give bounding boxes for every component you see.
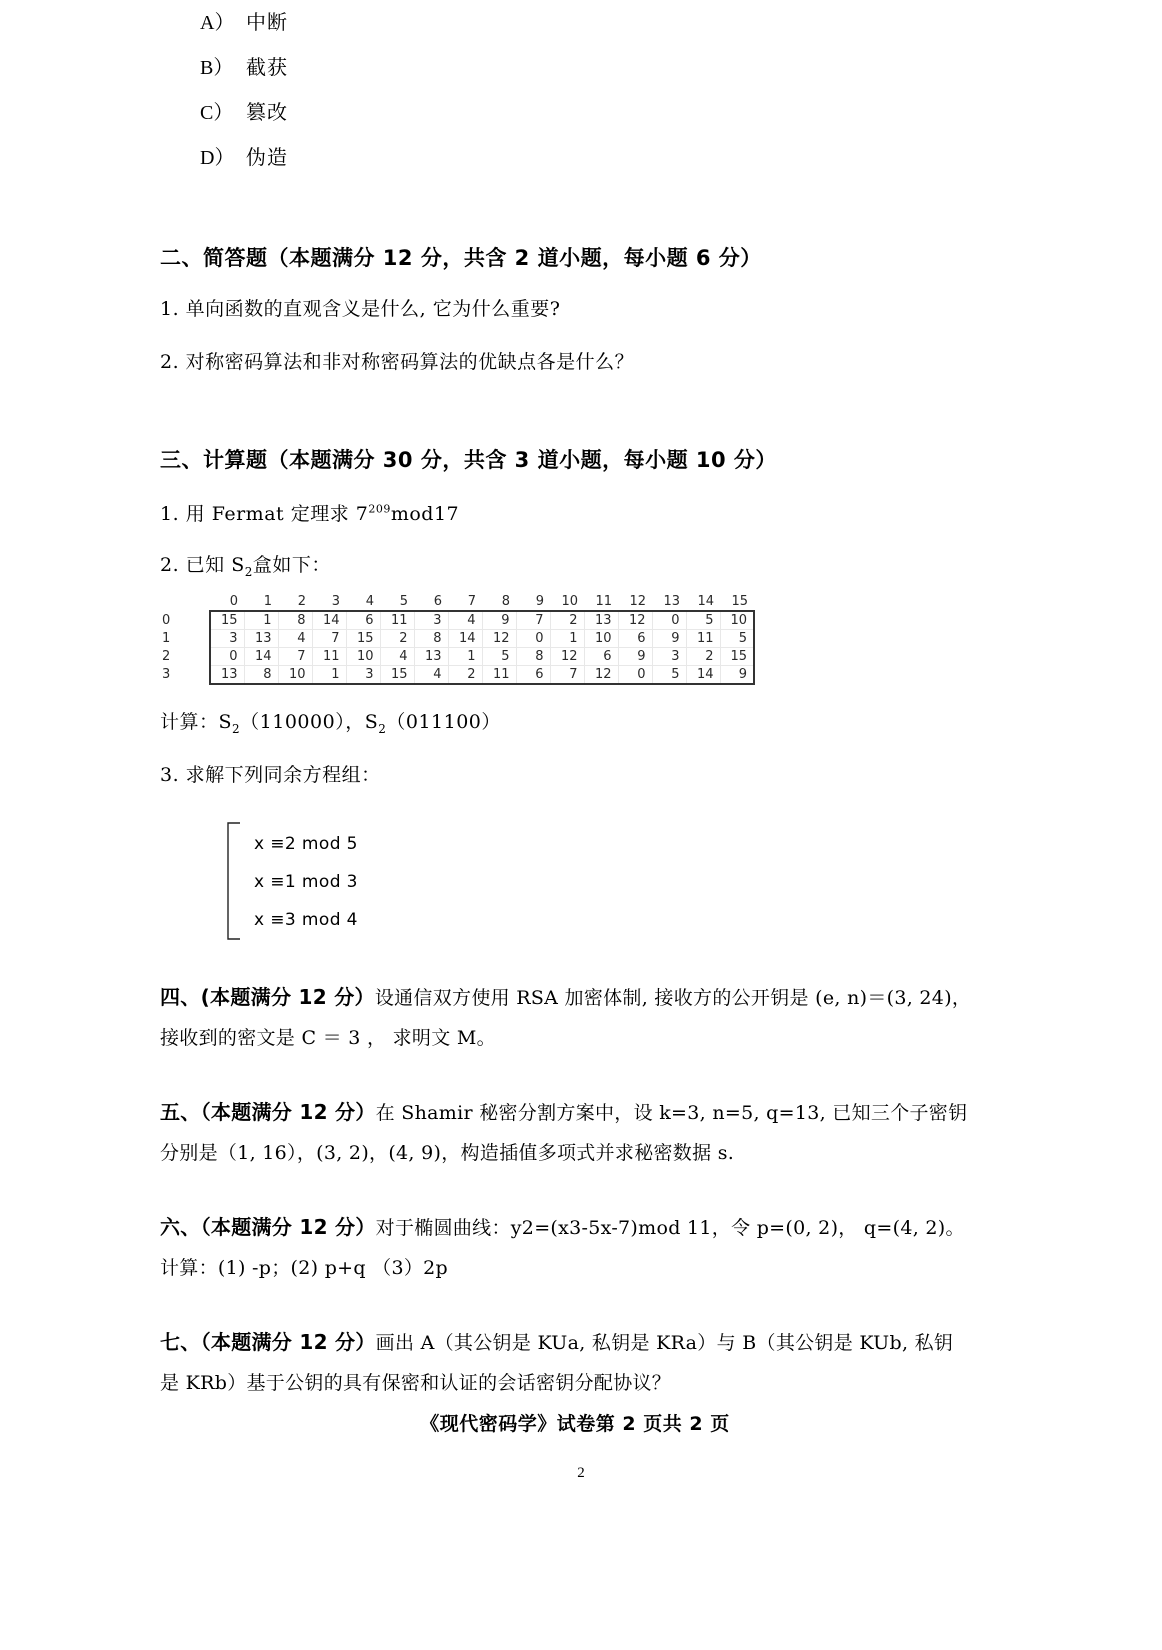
sbox-column-header-row — [160, 593, 754, 611]
sbox-cell-3-14: 14 — [686, 666, 720, 685]
sbox-cell-0-1: 1 — [244, 611, 278, 630]
sbox-cell-2-13: 3 — [652, 648, 686, 666]
sbox-cell-0-2: 8 — [278, 611, 312, 630]
sbox-row-label-3: 3 — [162, 667, 171, 683]
section-3-question-1 — [160, 499, 990, 526]
sbox-cell-2-7: 1 — [448, 648, 482, 666]
sbox-cell-3-0: 13 — [210, 666, 244, 685]
sbox-cell-3-8: 11 — [482, 666, 516, 685]
sbox-cell-2-8: 5 — [482, 648, 516, 666]
sbox-cell-3-13: 5 — [652, 666, 686, 685]
sbox-col-header-11: 11 — [595, 594, 612, 609]
sbox-cell-3-2: 10 — [278, 666, 312, 685]
sbox-cell-1-2: 4 — [278, 630, 312, 648]
sbox-cell-0-13: 0 — [652, 611, 686, 630]
sbox-row-label-0: 0 — [162, 612, 171, 628]
sbox-cell-1-12: 6 — [618, 630, 652, 648]
sbox-row — [160, 611, 754, 630]
left-brace — [220, 821, 242, 943]
sbox-cell-1-5: 2 — [380, 630, 414, 648]
sbox-cell-3-4: 3 — [346, 666, 380, 685]
section-6 — [160, 1207, 990, 1248]
sbox-header-row-group — [160, 593, 754, 611]
fermat-exponent: 209 — [368, 502, 391, 516]
section-7-continuation: 是 KRb）基于公钥的具有保密和认证的会话密钥分配协议？ — [160, 1372, 672, 1394]
sbox-cell-1-6: 8 — [414, 630, 448, 648]
sbox-cell-0-6: 3 — [414, 611, 448, 630]
sbox-compute-line — [160, 707, 990, 734]
sbox-cell-0-8: 9 — [482, 611, 516, 630]
section-6-lead: 六、（本题满分 12 分） — [160, 1215, 376, 1239]
sbox-cell-3-12: 0 — [618, 666, 652, 685]
sbox-col-header-10: 10 — [561, 594, 578, 609]
sbox-cell-1-1: 13 — [244, 630, 278, 648]
sbox-cell-1-13: 9 — [652, 630, 686, 648]
sbox-cell-0-3: 14 — [312, 611, 346, 630]
sbox-cell-0-10: 2 — [550, 611, 584, 630]
choice-a-letter: A） — [200, 12, 235, 34]
section-3-question-3: 3. 求解下列同余方程组： — [160, 764, 381, 786]
section-3-heading: 三、计算题（本题满分 30 分，共含 3 道小题，每小题 10 分） — [160, 448, 777, 472]
sbox-corner-cell — [160, 593, 194, 611]
sbox-cell-1-7: 14 — [448, 630, 482, 648]
choice-d — [160, 135, 990, 180]
congruence-equation-2: x ≡1 mod 3 — [254, 872, 358, 892]
sbox-cell-0-0: 15 — [210, 611, 244, 630]
section-7 — [160, 1322, 990, 1363]
sbox-row-spacer — [194, 648, 210, 666]
sbox-row-label-1: 1 — [162, 631, 171, 646]
sbox-row-label-2: 2 — [162, 649, 171, 664]
choice-c-letter: C） — [200, 102, 234, 124]
sbox-col-header-15: 15 — [731, 594, 748, 609]
sbox-cell-2-4: 10 — [346, 648, 380, 666]
sbox-col-header-12: 12 — [629, 594, 646, 609]
section-2-question-2: 2. 对称密码算法和非对称密码算法的优缺点各是什么？ — [160, 351, 635, 373]
sbox-cell-1-14: 11 — [686, 630, 720, 648]
sbox-row — [160, 630, 754, 648]
sbox-cell-2-2: 7 — [278, 648, 312, 666]
compute-sub-1: 2 — [232, 721, 241, 736]
sbox-row — [160, 666, 754, 685]
sbox-cell-1-0: 3 — [210, 630, 244, 648]
sbox-cell-2-3: 11 — [312, 648, 346, 666]
sbox-col-header-9: 9 — [535, 594, 544, 609]
choice-a — [160, 0, 990, 45]
sbox-col-header-1: 1 — [263, 594, 272, 609]
sbox-spacer-cell — [194, 593, 210, 611]
sbox-intro-subscript: 2 — [244, 564, 253, 579]
choice-b-letter: B） — [200, 57, 234, 79]
sbox-row-spacer — [194, 666, 210, 685]
congruence-system — [220, 821, 990, 943]
compute-sub-2: 2 — [378, 721, 387, 736]
sbox-col-header-4: 4 — [365, 594, 374, 609]
compute-mid: （110000），S — [240, 711, 379, 733]
sbox-cell-2-11: 6 — [584, 648, 618, 666]
section-4-lead: 四、(本题满分 12 分） — [160, 985, 375, 1009]
sbox-cell-0-12: 12 — [618, 611, 652, 630]
congruence-equation-3: x ≡3 mod 4 — [254, 910, 358, 930]
section-6-body: 对于椭圆曲线：y2=(x3-5x-7)mod 11，令 p=(0, 2)， q=(4, 2)。 — [375, 1217, 965, 1239]
sbox-cell-0-7: 4 — [448, 611, 482, 630]
choice-c-text: 篡改 — [246, 100, 288, 124]
section-4-body: 设通信双方使用 RSA 加密体制, 接收方的公开钥是 (e, n)＝(3, 24)， — [374, 987, 972, 1009]
section-7-lead: 七、（本题满分 12 分） — [160, 1330, 376, 1354]
section-2-heading: 二、简答题（本题满分 12 分，共含 2 道小题，每小题 6 分） — [160, 246, 762, 270]
sbox-col-header-0: 0 — [229, 594, 238, 609]
sbox-col-header-8: 8 — [501, 594, 510, 609]
footer-exam-title: 《现代密码学》试卷第 2 页共 2 页 — [420, 1413, 730, 1435]
sbox-cell-2-0: 0 — [210, 648, 244, 666]
sbox-cell-2-12: 9 — [618, 648, 652, 666]
sbox-cell-2-5: 4 — [380, 648, 414, 666]
sbox-cell-0-4: 6 — [346, 611, 380, 630]
sbox-cell-3-5: 15 — [380, 666, 414, 685]
sbox-row-spacer — [194, 630, 210, 648]
sbox-cell-0-5: 11 — [380, 611, 414, 630]
sbox-col-header-7: 7 — [467, 594, 476, 609]
section-7-body: 画出 A（其公钥是 KUa, 私钥是 KRa）与 B（其公钥是 KUb, 私钥 — [375, 1332, 954, 1354]
sbox-cell-1-10: 1 — [550, 630, 584, 648]
sbox-cell-3-6: 4 — [414, 666, 448, 685]
sbox-cell-2-6: 13 — [414, 648, 448, 666]
sbox-cell-0-9: 7 — [516, 611, 550, 630]
sbox-cell-1-11: 10 — [584, 630, 618, 648]
sbox-cell-3-10: 7 — [550, 666, 584, 685]
congruence-equations — [254, 821, 358, 943]
sbox-cell-1-9: 0 — [516, 630, 550, 648]
sbox-cell-3-7: 2 — [448, 666, 482, 685]
congruence-equation-1: x ≡2 mod 5 — [254, 834, 358, 854]
sbox-col-header-14: 14 — [697, 594, 714, 609]
sbox-table — [160, 593, 755, 685]
sbox-cell-3-3: 1 — [312, 666, 346, 685]
choice-b — [160, 45, 990, 90]
choice-d-letter: D） — [200, 147, 235, 169]
sbox-col-header-3: 3 — [331, 594, 340, 609]
sbox-cell-1-3: 7 — [312, 630, 346, 648]
section-5 — [160, 1092, 990, 1133]
fermat-suffix: mod17 — [390, 503, 460, 525]
sbox-row-spacer — [194, 611, 210, 630]
sbox-cell-3-1: 8 — [244, 666, 278, 685]
compute-prefix: 计算：S — [160, 711, 233, 733]
section-6-continuation: 计算：(1) -p；(2) p+q （3）2p — [160, 1257, 449, 1279]
sbox-intro-suffix: 盒如下： — [252, 554, 331, 576]
sbox-cell-2-1: 14 — [244, 648, 278, 666]
sbox-cell-0-14: 5 — [686, 611, 720, 630]
sbox-cell-0-15: 10 — [720, 611, 754, 630]
choice-c — [160, 90, 990, 135]
sbox-body — [160, 611, 754, 684]
sbox-table-wrapper — [160, 593, 990, 685]
sbox-col-header-13: 13 — [663, 594, 680, 609]
sbox-cell-0-11: 13 — [584, 611, 618, 630]
sbox-cell-3-11: 12 — [584, 666, 618, 685]
section-4-continuation: 接收到的密文是 C ＝ 3 ， 求明文 M。 — [160, 1027, 496, 1049]
page-content — [160, 0, 990, 1436]
brace-icon — [220, 821, 242, 941]
sbox-cell-2-14: 2 — [686, 648, 720, 666]
choice-d-text: 伪造 — [246, 145, 288, 169]
section-5-body: 在 Shamir 秘密分割方案中，设 k=3, n=5, q=13, 已知三个子密钥 — [375, 1102, 968, 1124]
sbox-cell-2-9: 8 — [516, 648, 550, 666]
choice-b-text: 截获 — [246, 55, 288, 79]
sbox-col-header-6: 6 — [433, 594, 442, 609]
sbox-row — [160, 648, 754, 666]
sbox-cell-1-4: 15 — [346, 630, 380, 648]
sbox-cell-2-15: 15 — [720, 648, 754, 666]
section-2-question-1: 1. 单向函数的直观含义是什么, 它为什么重要? — [160, 298, 561, 320]
section-4 — [160, 977, 990, 1018]
sbox-cell-3-15: 9 — [720, 666, 754, 685]
sbox-col-header-5: 5 — [399, 594, 408, 609]
sbox-cell-2-10: 12 — [550, 648, 584, 666]
section-3-question-2 — [160, 550, 990, 577]
sbox-intro-prefix: 2. 已知 S — [160, 554, 245, 576]
choice-a-text: 中断 — [246, 10, 288, 34]
compute-tail: （011100） — [386, 711, 501, 733]
multiple-choice-options — [160, 0, 990, 180]
fermat-prefix: 1. 用 Fermat 定理求 7 — [160, 503, 369, 525]
sbox-cell-1-15: 5 — [720, 630, 754, 648]
sbox-cell-3-9: 6 — [516, 666, 550, 685]
section-5-lead: 五、（本题满分 12 分） — [160, 1100, 376, 1124]
sbox-col-header-2: 2 — [297, 594, 306, 609]
sbox-cell-1-8: 12 — [482, 630, 516, 648]
page-number: 2 — [577, 1465, 585, 1481]
section-5-continuation: 分别是（1, 16），(3, 2)，(4, 9)，构造插值多项式并求秘密数据 s. — [160, 1142, 735, 1164]
